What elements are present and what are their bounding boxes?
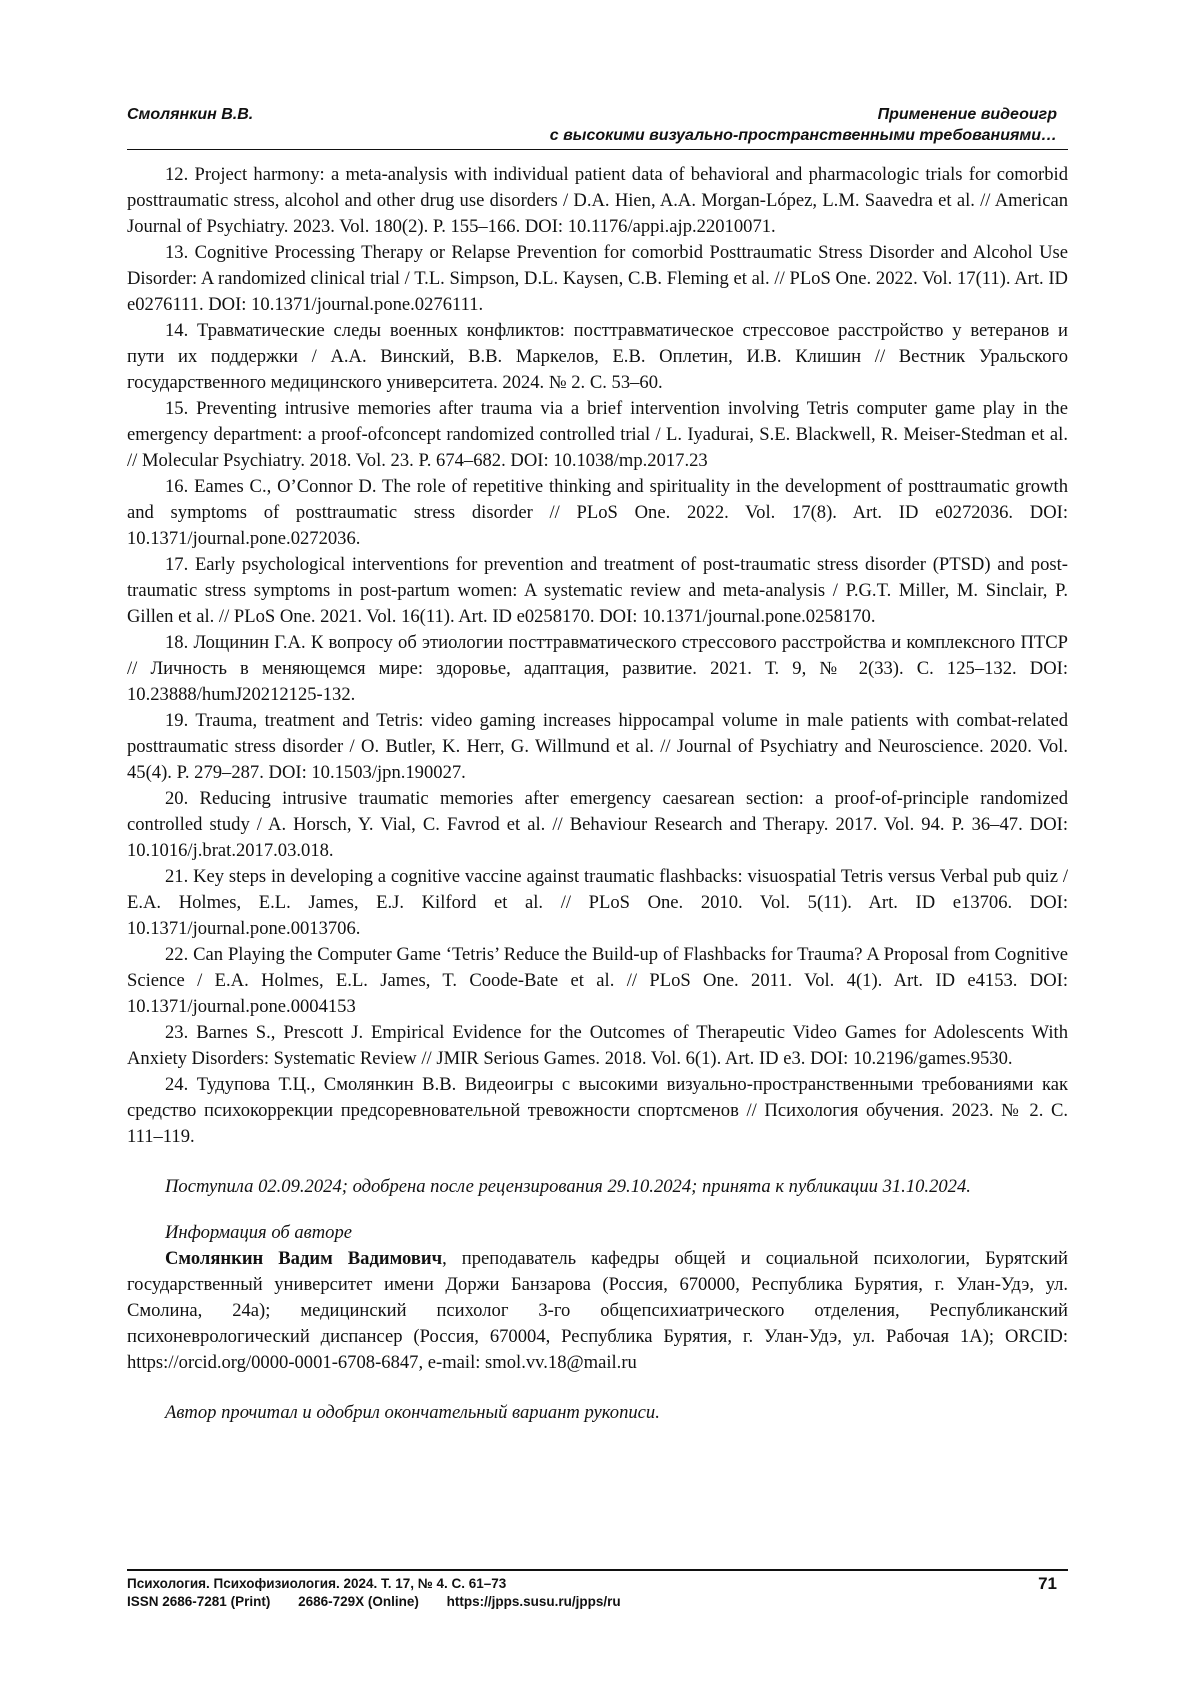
header-title-line-2: с высокими визуально-пространственными требованиями… <box>549 127 1057 144</box>
footer-issn-online: 2686-729X (Online) <box>298 1594 419 1609</box>
header-title-line-1: Применение видеоигр <box>877 106 1057 123</box>
footer-journal-line <box>127 1575 1068 1593</box>
reference-list <box>127 162 1068 1150</box>
footer-journal-url: https://jpps.susu.ru/jpps/ru <box>446 1594 621 1609</box>
reference-item-21: 21. Key steps in developing a cognitive vaccine against traumatic flashbacks: visuospatial Tetris versus Verbal pub quiz / E.A. Holmes, E.L. James, E.J. Kilford et al. // PLoS One. 2010. Vol. 5(11). Art. ID e13706. DOI: 10.1371/journal.pone.0013706. <box>127 866 1068 939</box>
author-info-text <box>127 1246 1068 1376</box>
submission-history: Поступила 02.09.2024; одобрена после рецензирования 29.10.2024; принята к публикации 31.10.2024. <box>165 1176 971 1197</box>
reference-item-19: 19. Trauma, treatment and Tetris: video gaming increases hippocampal volume in male patients with combat-related posttraumatic stress disorder / O. Butler, K. Herr, G. Willmund et al. // Journal of Psychiatry and Neuroscience. 2020. Vol. 45(4). P. 279–287. DOI: 10.1503/jpn.190027. <box>127 710 1068 783</box>
author-name: Смолянкин Вадим Вадимович <box>165 1248 443 1269</box>
author-info-section <box>127 1220 1068 1376</box>
reference-item-12: 12. Project harmony: a meta-analysis with individual patient data of behavioral and pharmacologic trials for comorbid posttraumatic stress, alcohol and other drug use disorders / D.A. Hien, A.A. Morgan-López, L.M. Saavedra et al. // American Journal of Psychiatry. 2023. Vol. 180(2). P. 155–166. DOI: 10.1176/appi.ajp.22010071. <box>127 164 1068 237</box>
page-footer <box>127 1569 1068 1611</box>
document-page <box>127 0 1068 1697</box>
footer-journal-citation: Психология. Психофизиология. 2024. Т. 17, № 4. С. 61–73 <box>127 1576 507 1591</box>
footer-rule <box>127 1569 1068 1571</box>
main-content <box>127 162 1068 1445</box>
reference-item-15: 15. Preventing intrusive memories after trauma via a brief intervention involving Tetris computer game play in the emergency department: a proof-ofconcept randomized controlled trial / L. Iyadurai, S.E. Blackwell, R. Meiser-Stedman et al. // Molecular Psychiatry. 2018. Vol. 23. P. 674–682. DOI: 10.1038/mp.2017.23 <box>127 398 1068 471</box>
header-rule <box>127 149 1068 150</box>
running-header <box>127 104 1068 150</box>
reference-item-23: 23. Barnes S., Prescott J. Empirical Evidence for the Outcomes of Therapeutic Video Games for Adolescents With Anxiety Disorders: Systematic Review // JMIR Serious Games. 2018. Vol. 6(1). Art. ID e3. DOI: 10.2196/games.9530. <box>127 1022 1068 1069</box>
footer-issn-print: ISSN 2686-7281 (Print) <box>127 1594 271 1609</box>
reference-item-18: 18. Лощинин Г.А. К вопросу об этиологии посттравматического стрессового расстройства и комплексного ПТСР // Личность в меняющемся мире: здоровье, адаптация, развитие. 2021. Т. 9, № 2(33). С. 125–132. DOI: 10.23888/humJ20212125-132. <box>127 632 1068 705</box>
reference-item-17: 17. Early psychological interventions for prevention and treatment of post-traumatic stress disorder (PTSD) and post-traumatic stress symptoms in post-partum women: A systematic review and meta-analysis / P.G.T. Miller, M. Sinclair, P. Gillen et al. // PLoS One. 2021. Vol. 16(11). Art. ID e0258170. DOI: 10.1371/journal.pone.0258170. <box>127 554 1068 627</box>
footer-issn-line <box>127 1593 1068 1611</box>
author-details: , преподаватель кафедры общей и социальной психологии, Бурятский государственный университет имени Доржи Банзарова (Россия, 670000, Республика Бурятия, г. Улан-Удэ, ул. Смолина, 24а); медицинский психолог 3-го общепсихиатрического отделения, Республиканский психоневрологический диспансер (Россия, 670004, Республика Бурятия, г. Улан-Удэ, ул. Рабочая 1А); ORCID: https://orcid.org/0000-0001-6708-6847, e-mail: smol.vv.18@mail.ru <box>127 1248 1068 1373</box>
page-number: 71 <box>1038 1574 1057 1593</box>
reference-item-20: 20. Reducing intrusive traumatic memories after emergency caesarean section: a proof-of-principle randomized controlled study / A. Horsch, Y. Vial, C. Favrod et al. // Behaviour Research and Therapy. 2017. Vol. 94. P. 36–47. DOI: 10.1016/j.brat.2017.03.018. <box>127 788 1068 861</box>
header-author: Смолянкин В.В. <box>127 106 254 123</box>
header-article-title <box>550 104 1057 146</box>
author-info-heading: Информация об авторе <box>165 1222 353 1243</box>
reference-item-13: 13. Cognitive Processing Therapy or Relapse Prevention for comorbid Posttraumatic Stress Disorder and Alcohol Use Disorder: A randomized clinical trial / T.L. Simpson, D.L. Kaysen, C.B. Fleming et al. // PLoS One. 2022. Vol. 17(11). Art. ID e0276111. DOI: 10.1371/journal.pone.0276111. <box>127 242 1068 315</box>
reference-item-16: 16. Eames C., O’Connor D. The role of repetitive thinking and spirituality in the development of posttraumatic growth and symptoms of posttraumatic stress disorder // PLoS One. 2022. Vol. 17(8). Art. ID e0272036. DOI: 10.1371/journal.pone.0272036. <box>127 476 1068 549</box>
approval-statement: Автор прочитал и одобрил окончательный вариант рукописи. <box>165 1402 660 1423</box>
reference-item-14: 14. Травматические следы военных конфликтов: посттравматическое стрессовое расстройство у ветеранов и пути их поддержки / А.А. Винский, В.В. Маркелов, Е.В. Оплетин, И.В. Клишин // Вестник Уральского государственного медицинского университета. 2024. № 2. С. 53–60. <box>127 320 1068 393</box>
reference-item-24: 24. Тудупова Т.Ц., Смолянкин В.В. Видеоигры с высокими визуально-пространственными требованиями как средство психокоррекции предсоревновательной тревожности спортсменов // Психология обучения. 2023. № 2. С. 111–119. <box>127 1074 1068 1147</box>
reference-item-22: 22. Can Playing the Computer Game ‘Tetris’ Reduce the Build-up of Flashbacks for Trauma? A Proposal from Cognitive Science / E.A. Holmes, E.L. James, T. Coode-Bate et al. // PLoS One. 2011. Vol. 4(1). Art. ID e4153. DOI: 10.1371/journal.pone.0004153 <box>127 944 1068 1017</box>
